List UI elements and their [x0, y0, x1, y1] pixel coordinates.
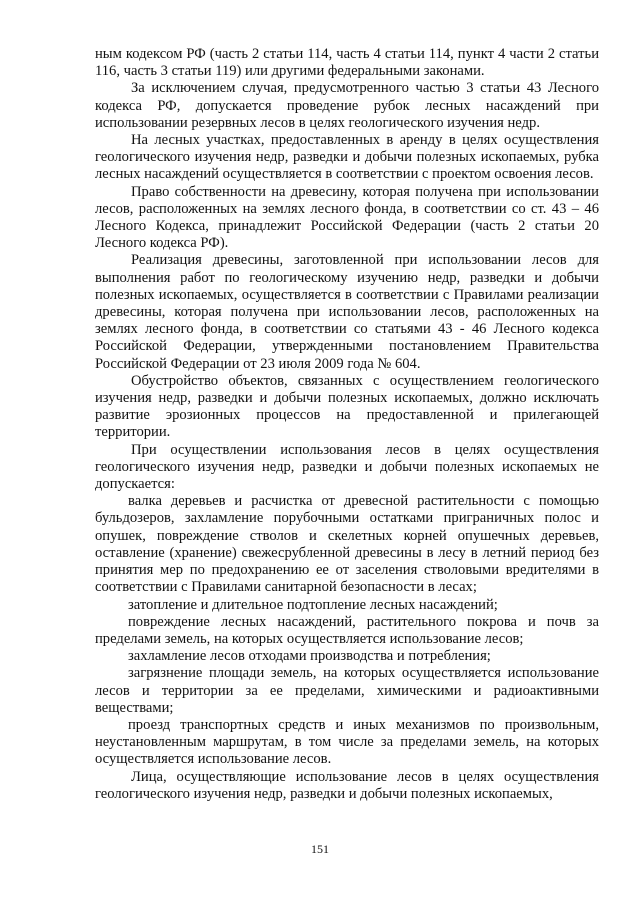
- list-item: валка деревьев и расчистка от древесной растительности с помощью бульдозеров, захламление порубочными остатками приграничных полос и опушек, повреждение стволов и скелетных корней опушечных деревьев, оставление (хранение) свежесрубленной древесины в лесу в летний период без принятия мер по предохранению ее от заселения стволовыми вредителями в соответствии с Правилами санитарной безопасности в лесах;: [95, 493, 599, 596]
- list-item: захламление лесов отходами производства и потребления;: [128, 648, 491, 665]
- page-number: 151: [311, 842, 329, 856]
- paragraph: За исключением случая, предусмотренного частью 3 статьи 43 Лесного кодекса РФ, допускается проведение рубок лесных насаждений при использовании резервных лесов в целях геологического изучения недр.: [95, 80, 599, 131]
- paragraph: На лесных участках, предоставленных в аренду в целях осуществления геологического изучения недр, разведки и добычи полезных ископаемых, рубка лесных насаждений осуществляется в соответствии с проектом освоения лесов.: [95, 132, 599, 183]
- page-body: [95, 46, 599, 803]
- list-item: затопление и длительное подтопление лесных насаждений;: [128, 596, 498, 613]
- list-item: загрязнение площади земель, на которых осуществляется использование лесов и территории за ее пределами, химическими и радиоактивными веществами;: [95, 665, 599, 716]
- list-item: проезд транспортных средств и иных механизмов по произвольным, неустановленным маршрутам, в том числе за пределами земель, на которых осуществляется использование лесов.: [95, 716, 599, 768]
- paragraph: Реализация древесины, заготовленной при использовании лесов для выполнения работ по геологическому изучению недр, разведки и добычи полезных ископаемых, осуществляется в соответствии с Правилами реализации древесины, которая получена при использовании лесов, расположенных на землях лесного фонда, в соответствии со статьями 43 - 46 Лесного кодекса Российской Федерации, утвержденными постановлением Правительства Российской Федерации от 23 июля 2009 года № 604.: [95, 252, 599, 372]
- paragraph: Право собственности на древесину, которая получена при использовании лесов, расположенных на землях лесного фонда, в соответствии со ст. 43 – 46 Лесного Кодекса, принадлежит Российской Федерации (часть 2 статьи 20 Лесного кодекса РФ).: [95, 183, 599, 252]
- paragraph-continuation: ным кодексом РФ (часть 2 статьи 114, часть 4 статьи 114, пункт 4 части 2 статьи 116, часть 3 статьи 119) или другими федеральными законами.: [95, 46, 599, 80]
- paragraph-closing: Лица, осуществляющие использование лесов в целях осуществления геологического изучения недр, разведки и добычи полезных ископаемых,: [95, 768, 599, 802]
- list-item: повреждение лесных насаждений, растительного покрова и почв за пределами земель, на которых осуществляется использование лесов;: [95, 613, 599, 647]
- paragraph-list-intro: При осуществлении использования лесов в целях осуществления геологического изучения недр, разведки и добычи полезных ископаемых не допускается:: [95, 441, 599, 493]
- paragraph: Обустройство объектов, связанных с осуществлением геологического изучения недр, разведки и добычи полезных ископаемых, должно исключать развитие эрозионных процессов на предоставленной и прилегающей территории.: [95, 372, 599, 441]
